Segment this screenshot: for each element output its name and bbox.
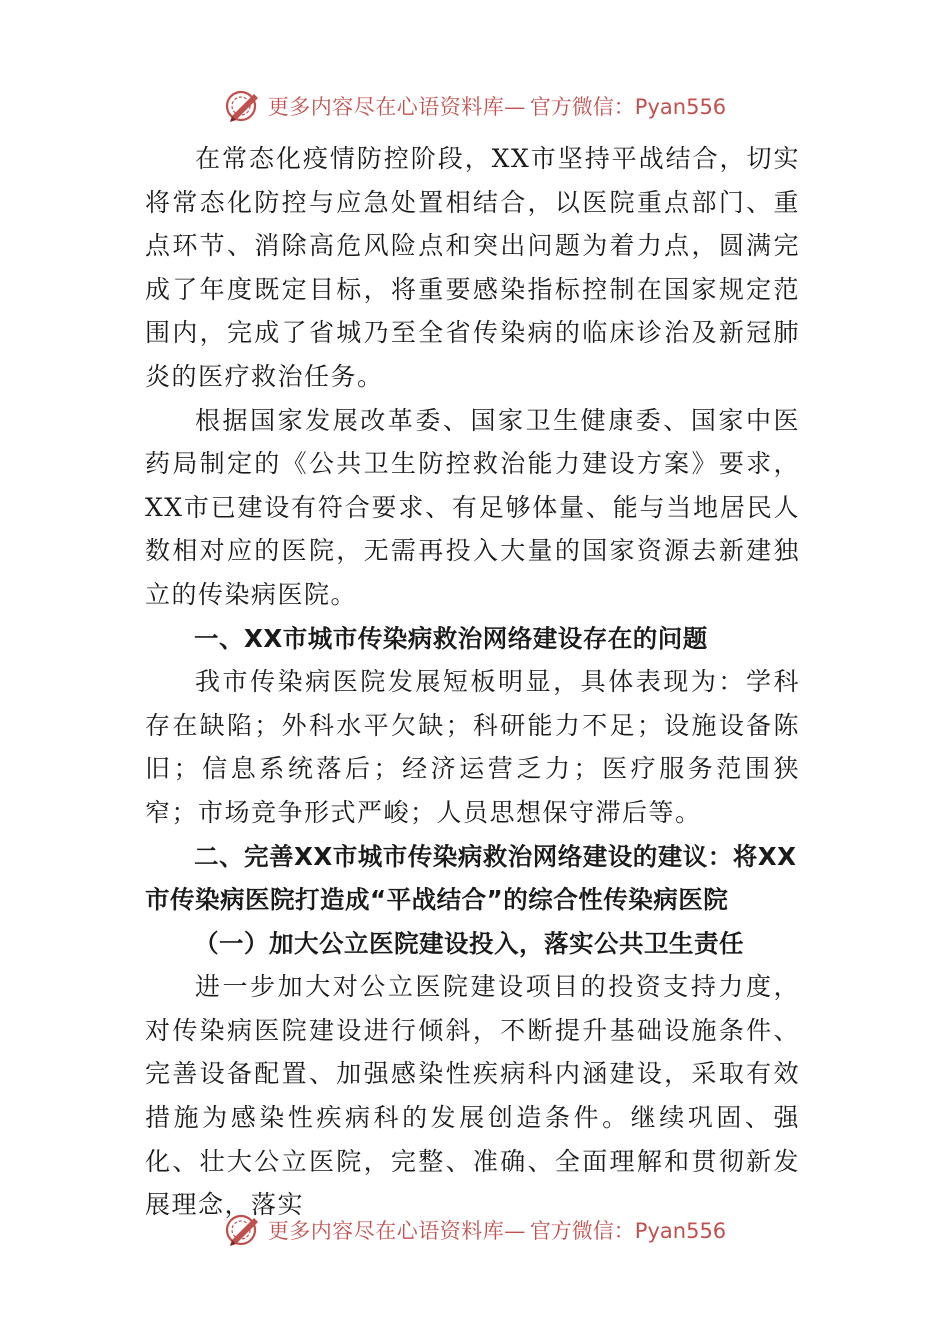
watermark-header: [0, 84, 950, 128]
watermark-footer: [0, 1208, 950, 1252]
document-body: [145, 137, 800, 1227]
watermark-wechat-text: 官方微信：Pyan556: [529, 95, 727, 119]
watermark-wechat-text: 官方微信：Pyan556: [529, 1219, 727, 1243]
paragraph-plan: 根据国家发展改革委、国家卫生健康委、国家中医药局制定的《公共卫生防控救治能力建设方案》要求，XX市已建设有符合要求、有足够体量、能与当地居民人数相对应的医院，无需再投入大量的国家资源去新建独立的传染病医院。: [145, 405, 800, 609]
paragraph-intro: 在常态化疫情防控阶段，XX市坚持平战结合，切实将常态化防控与应急处置相结合，以医院重点部门、重点环节、消除高危风险点和突出问题为着力点，圆满完成了年度既定目标，将重要感染指标控制在国家规定范围内，完成了省城乃至全省传染病的临床诊治及新冠肺炎的医疗救治任务。: [145, 144, 800, 391]
paragraph-problems: 我市传染病医院发展短板明显，具体表现为：学科存在缺陷；外科水平欠缺；科研能力不足；设施设备陈旧；信息系统落后；经济运营乏力；医疗服务范围狭窄；市场竞争形式严峻；人员思想保守滞后等。: [145, 667, 800, 827]
section-heading-problems: 一、XX市城市传染病救治网络建设存在的问题: [194, 623, 708, 653]
watermark-main-text: 更多内容尽在心语资料库—: [267, 95, 526, 119]
subsection-heading-investment: （一）加大公立医院建设投入，落实公共卫生责任: [194, 928, 744, 958]
paragraph-investment: 进一步加大对公立医院建设项目的投资支持力度，对传染病医院建设进行倾斜，不断提升基础设施条件、完善设备配置、加强感染性疾病科内涵建设，采取有效措施为感染性疾病科的发展创造条件。继续巩固、强化、壮大公立医院，完整、准确、全面理解和贯彻新发展理念，落实: [145, 972, 800, 1220]
section-heading-suggestions: 二、完善XX市城市传染病救治网络建设的建议：将XX市传染病医院打造成“平战结合”的综合性传染病医院: [145, 841, 797, 915]
pen-logo-icon: [224, 86, 264, 126]
watermark-main-text: 更多内容尽在心语资料库—: [267, 1219, 526, 1243]
pen-logo-icon: [224, 1210, 264, 1250]
